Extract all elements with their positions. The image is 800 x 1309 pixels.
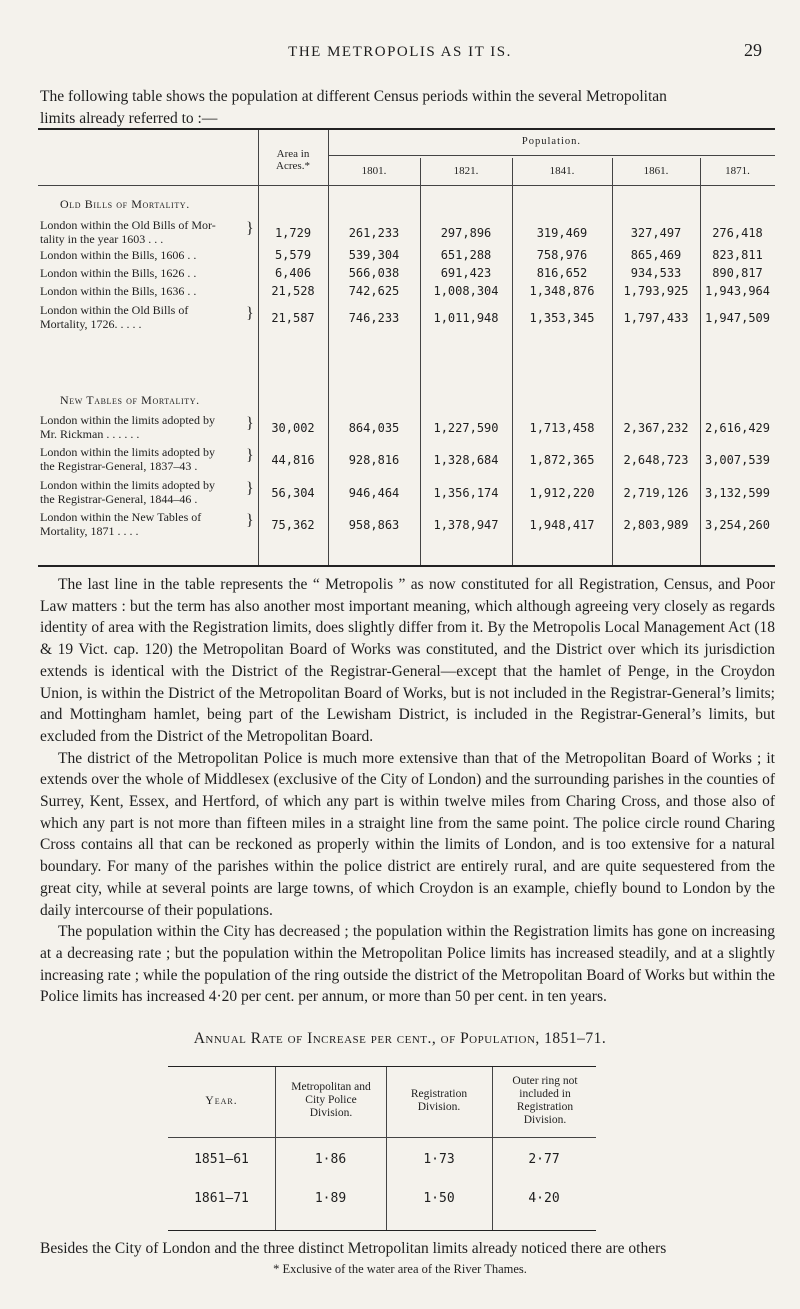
population-cell: 1,348,876 [529,284,595,298]
population-cell: 319,469 [536,226,588,240]
population-cell: 297,896 [440,226,492,240]
population-cell: 1,011,948 [433,311,499,325]
table-top-rule [38,128,775,130]
header-bottom-rule [38,185,775,186]
section-heading-new-tables: New Tables of Mortality. [60,393,200,407]
rate-table-title: Annual Rate of Increase per cent., of Population, 1851–71. [193,1030,607,1047]
row-label-line: London within the New Tables of [40,510,202,524]
running-head: THE METROPOLIS AS IT IS. [288,44,512,60]
table-row-label [40,445,260,473]
area-cell: 21,587 [271,311,315,325]
section-heading-old-bills: Old Bills of Mortality. [60,197,190,211]
intro-text [40,86,770,130]
population-cell: 566,038 [348,266,400,280]
footnote: * Exclusive of the water area of the River Thames. [273,1262,527,1276]
population-cell: 1,948,417 [529,518,595,532]
table-bottom-rule [38,565,775,567]
row-label-line: Mortality, 1871 . . . . [40,524,139,538]
year-header: 1871. [725,165,750,177]
paragraph-3: The population within the City has decreased ; the population within the Registration limits has gone on increasing at a decreasing rate ; but the population within the Metropolitan Police limits has increased steadily, and at a slightly increasing rate ; while the population of the ring outside the district of the Metropolitan Board of Works but within the Police limits has increased 4·20 per cent. per annum, or more than 50 per cent. in ten years. [40,923,775,1006]
population-cell: 261,233 [348,226,400,240]
population-cell: 758,976 [536,248,588,262]
row-label-line: the Registrar-General, 1837–43 . [40,459,198,473]
column-divider [700,158,701,565]
row-label-line: London within the limits adopted by [40,478,215,492]
row-brace: } [246,415,254,432]
table-row-label [40,510,260,538]
area-header: Area in Acres.* [276,148,310,172]
population-cell: 3,007,539 [704,453,771,467]
population-cell: 934,533 [630,266,682,280]
row-label-line: London within the Bills, 1626 . . [40,266,197,280]
area-cell: 1,729 [274,226,312,240]
rate-value: 2·77 [528,1152,560,1167]
population-cell: 2,616,429 [704,421,771,435]
rate-value: 4·20 [528,1191,560,1206]
rate-value: 1·86 [314,1152,347,1167]
area-cell: 44,816 [271,453,315,467]
population-cell: 890,817 [712,266,763,280]
population-cell: 816,652 [536,266,588,280]
population-cell: 651,288 [440,248,492,262]
table-row-label [40,413,260,441]
rate-header-registration: Registration Division. [410,1088,468,1113]
year-header: 1841. [549,165,575,177]
row-label-line: London within the Bills, 1606 . . [40,248,197,262]
rate-year: 1861–71 [194,1191,249,1206]
column-divider [420,158,421,565]
row-label-line: London within the limits adopted by [40,413,215,427]
population-cell: 746,233 [348,311,400,325]
row-label-line: London within the Old Bills of [40,303,189,317]
population-cell: 1,328,684 [433,453,499,467]
paragraph-2: The district of the Metropolitan Police is much more extensive than that of the Metropolitan Board of Works ; it extends over the whole of Middlesex (exclusive of the City of London) and the surrounding parishes in the counties of Surrey, Kent, Essex, and Hertford, of which any part is within twelve miles from Charing Cross, and those also of which any part is not more than fifteen miles in a straight line from the same point. The police circle round Charing Cross contains all that can be reckoned as properly within the limits of London, and is too extensive for a natural boundary. For many of the parishes within the police district are entirely rural, and are quite sequestered from the great city, while at several points are large towns, of which Croydon is an example, chiefly bound to London by the daily intercourse of their populations. [40,749,775,919]
row-label-line: London within the limits adopted by [40,445,215,459]
area-cell: 56,304 [271,486,315,500]
row-label-line: the Registrar-General, 1844–46 . [40,492,198,506]
year-header: 1821. [453,165,479,177]
rate-value: 1·73 [423,1152,455,1167]
population-cell: 276,418 [712,226,763,240]
row-label-line: Mr. Rickman . . . . . . [40,427,140,441]
population-cell: 865,469 [630,248,682,262]
year-header: 1801. [361,165,387,177]
population-cell: 1,872,365 [529,453,595,467]
rate-header-year: Year. [205,1095,238,1107]
population-cell: 2,367,232 [623,421,689,435]
rate-table [168,1066,596,1231]
population-cell: 3,132,599 [704,486,771,500]
population-cell: 1,947,509 [704,311,771,325]
population-cell: 1,353,345 [529,311,595,325]
rate-year: 1851–61 [194,1152,249,1167]
area-cell: 21,528 [271,284,315,298]
table-row-label [40,478,260,506]
table-row-label [40,248,260,262]
table-row-label [40,218,260,246]
year-header: 1861. [643,165,669,177]
row-brace: } [246,220,254,237]
row-label-line: London within the Old Bills of Mor- [40,218,216,232]
population-cell: 1,227,590 [433,421,499,435]
rate-header-rule [168,1137,596,1138]
population-header-rule [328,155,775,156]
population-header: Population. [521,136,582,147]
paragraph-1: The last line in the table represents the “ Metropolis ” as now constituted for all Registration, Census, and Poor Law matters : but the term has also another most important meaning, which although agreeing very closely as regards identity of area with the Registration limits, does slightly differ from it. By the Metropolis Local Management Act (18 & 19 Vict. cap. 120) the Metropolitan Board of Works was constituted, and the District over which its jurisdiction extends is identical with the District of the Registrar-General—except that the hamlet of Penge, in the Croydon Union, is within the District of the Metropolitan Board of Works, but is not included in the Registrar-General’s limits; and Mottingham hamlet, being part of the Lewisham District, is included in the Registrar-General’s limits, but excluded from the District of the Metropolitan Board. [40,576,775,745]
population-cell: 946,464 [348,486,400,500]
body-paragraphs [40,574,775,1008]
population-cell: 691,423 [440,266,492,280]
rate-value: 1·50 [423,1191,455,1206]
rate-value: 1·89 [314,1191,347,1206]
row-brace: } [246,512,254,529]
population-cell: 1,356,174 [433,486,499,500]
row-label-line: tality in the year 1603 . . . [40,232,164,246]
population-cell: 2,648,723 [623,453,689,467]
population-cell: 3,254,260 [704,518,771,532]
population-cell: 1,912,220 [529,486,595,500]
area-cell: 75,362 [271,518,315,532]
population-cell: 327,497 [630,226,682,240]
population-cell: 958,863 [348,518,400,532]
area-cell: 5,579 [274,248,312,262]
rate-header-outer-ring: Outer ring not included in Registration Division. [512,1075,578,1126]
population-cell: 928,816 [348,453,400,467]
intro-line-2: limits already referred to :— [40,110,218,127]
population-cell: 1,797,433 [623,311,689,325]
area-cell: 6,406 [274,266,312,280]
column-divider [512,158,513,565]
population-cell: 1,943,964 [704,284,771,298]
page-number: 29 [744,40,762,60]
population-cell: 1,793,925 [623,284,689,298]
population-cell: 1,378,947 [433,518,499,532]
row-label-line: Mortality, 1726. . . . . [40,317,142,331]
population-cell: 823,811 [712,248,763,262]
population-cell: 2,803,989 [623,518,689,532]
table-row-label [40,284,260,298]
row-brace: } [246,480,254,497]
row-brace: } [246,305,254,322]
table-row-label [40,266,260,280]
population-cell: 864,035 [348,421,400,435]
population-cell: 1,713,458 [529,421,595,435]
rate-header-police: Metropolitan and City Police Division. [291,1081,371,1119]
intro-line-1: The following table shows the population at different Census periods within the several Metropolitan [40,88,667,105]
population-cell: 1,008,304 [433,284,499,298]
table-row-label [40,303,260,331]
column-divider [612,158,613,565]
row-label-line: London within the Bills, 1636 . . [40,284,197,298]
population-cell: 539,304 [348,248,400,262]
closing-text: Besides the City of London and the three distinct Metropolitan limits already noticed there are others [40,1240,667,1257]
population-cell: 2,719,126 [623,486,689,500]
population-cell: 742,625 [348,284,400,298]
row-brace: } [246,447,254,464]
area-cell: 30,002 [271,421,315,435]
